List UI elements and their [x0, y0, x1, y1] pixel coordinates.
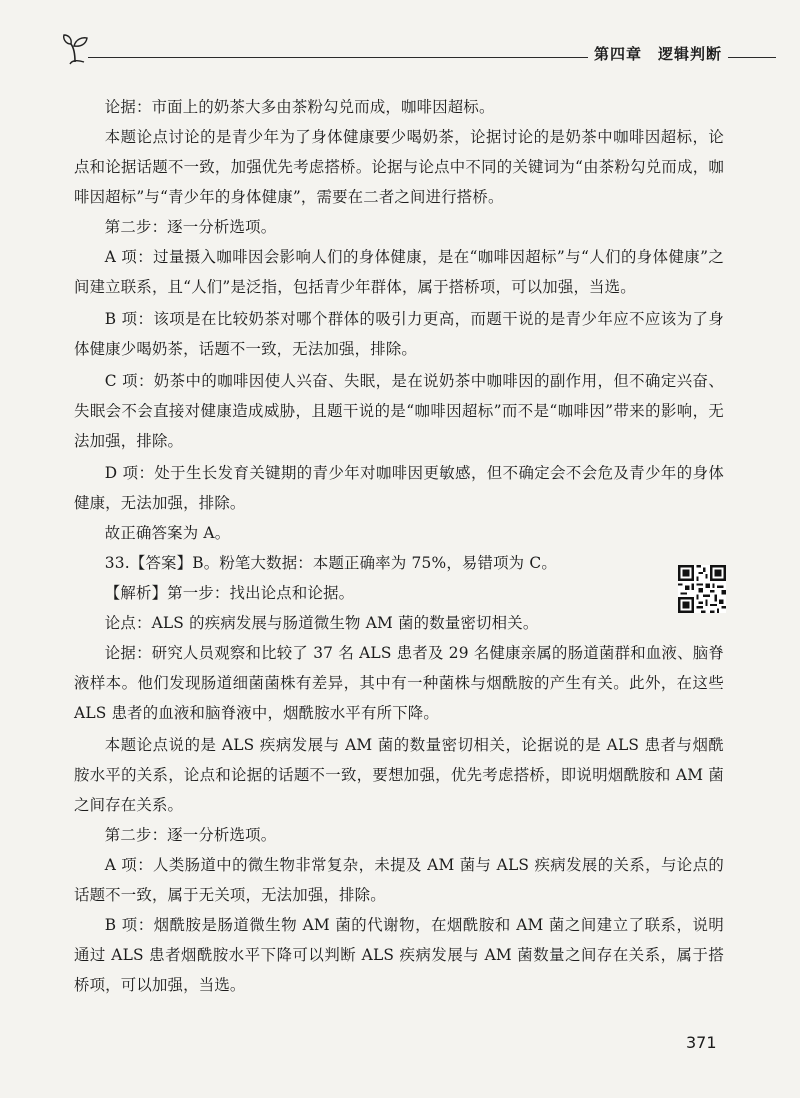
paragraph: A 项：过量摄入咖啡因会影响人们的身体健康，是在“咖啡因超标”与“人们的身体健康”之间建立联系，且“人们”是泛指，包括青少年群体，属于搭桥项，可以加强，当选。: [74, 248, 724, 296]
paragraph: 故正确答案为 A。: [104, 524, 231, 542]
page-number: 371: [686, 1033, 717, 1052]
paragraph: D 项：处于生长发育关键期的青少年对咖啡因更敏感，但不确定会不会危及青少年的身体健康，无法加强，排除。: [74, 464, 724, 512]
page-body: [74, 92, 724, 1000]
paragraph: 【解析】第一步：找出论点和论据。: [104, 584, 355, 602]
sprout-icon: [62, 32, 90, 66]
paragraph: 本题论点讨论的是青少年为了身体健康要少喝奶茶，论据讨论的是奶茶中咖啡因超标，论点和论据话题不一致，加强优先考虑搭桥。论据与论点中不同的关键词为“由茶粉勾兑而成，咖啡因超标”与“青少年的身体健康”，需要在二者之间进行搭桥。: [74, 128, 724, 206]
paragraph: 第二步：逐一分析选项。: [104, 826, 277, 844]
chapter-title: 第四章 逻辑判断: [588, 43, 728, 64]
qr-code-icon: [678, 565, 726, 613]
paragraph: 论据：研究人员观察和比较了 37 名 ALS 患者及 29 名健康亲属的肠道菌群和血液、脑脊液样本。他们发现肠道细菌菌株有差异，其中有一种菌株与烟酰胺的产生有关。此外，在这些 ALS 患者的血液和脑脊液中，烟酰胺水平有所下降。: [74, 644, 724, 722]
paragraph: 本题论点说的是 ALS 疾病发展与 AM 菌的数量密切相关，论据说的是 ALS 患者与烟酰胺水平的关系，论点和论据的话题不一致，要想加强，优先考虑搭桥，即说明烟酰胺和 AM 菌之间存在关系。: [74, 736, 724, 814]
paragraph: 第二步：逐一分析选项。: [104, 218, 277, 236]
paragraph: C 项：奶茶中的咖啡因使人兴奋、失眠，是在说奶茶中咖啡因的副作用，但不确定兴奋、失眠会不会直接对健康造成威胁，且题干说的是“咖啡因超标”而不是“咖啡因”带来的影响，无法加强，排除。: [74, 372, 724, 450]
paragraph: B 项：该项是在比较奶茶对哪个群体的吸引力更高，而题干说的是青少年应不应该为了身体健康少喝奶茶，话题不一致，无法加强，排除。: [74, 310, 724, 358]
paragraph: B 项：烟酰胺是肠道微生物 AM 菌的代谢物，在烟酰胺和 AM 菌之间建立了联系，说明通过 ALS 患者烟酰胺水平下降可以判断 ALS 疾病发展与 AM 菌数量之间存在关系，属于搭桥项，可以加强，当选。: [74, 916, 724, 994]
paragraph: 论点：ALS 的疾病发展与肠道微生物 AM 菌的数量密切相关。: [104, 614, 539, 632]
paragraph: A 项：人类肠道中的微生物非常复杂，未提及 AM 菌与 ALS 疾病发展的关系，与论点的话题不一致，属于无关项，无法加强，排除。: [74, 856, 724, 904]
paragraph: 33.【答案】B。粉笔大数据：本题正确率为 75%，易错项为 C。: [104, 554, 557, 572]
paragraph: 论据：市面上的奶茶大多由茶粉勾兑而成，咖啡因超标。: [104, 98, 495, 116]
page-header: [62, 30, 776, 70]
